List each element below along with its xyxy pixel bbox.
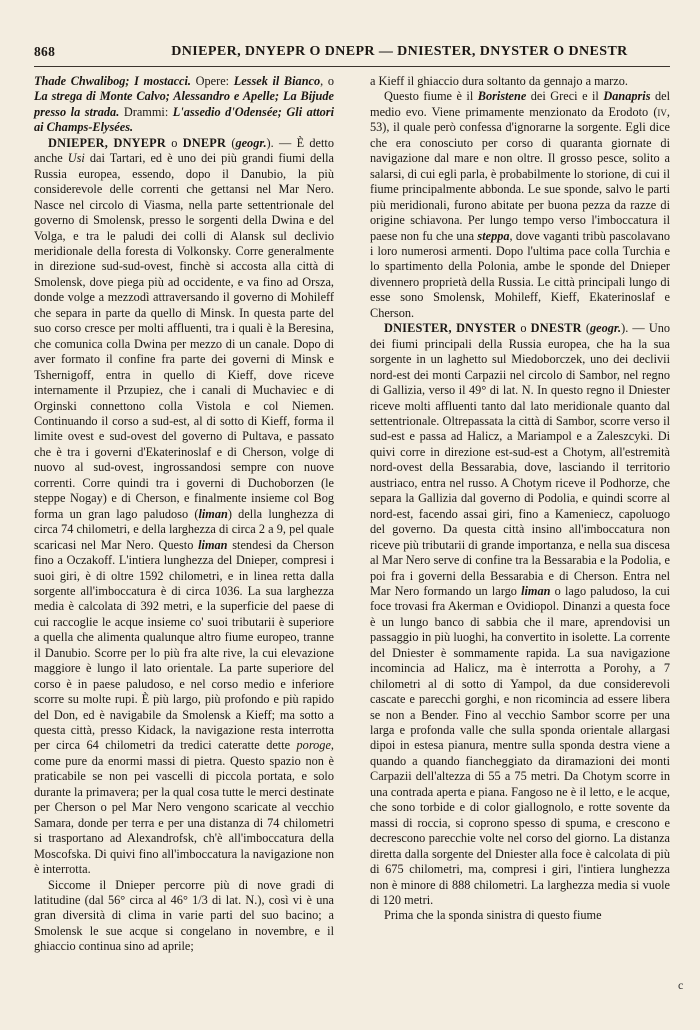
page-header	[34, 44, 670, 67]
running-head: DNIEPER, DNYEPR O DNEPR — DNIESTER, DNYSTER O DNESTR	[171, 44, 628, 59]
paragraph-climate: Siccome il Dnieper percorre più di nove gradi di latitudine (dal 56° circa al 46° 1/3 di lat. N.), così vi è una gran diversità di clima in varie parti del suo bacino; a Smolensk le sue acque si congelano in novembre, e il ghiaccio continua sino ad aprile;	[34, 877, 334, 954]
continuation-paragraph: a Kieff il ghiaccio dura soltanto da gennajo a marzo.	[370, 74, 628, 88]
right-column	[370, 74, 670, 924]
continuation-paragraph: Thade Chwalibog; I mostacci. Opere: Lessek il Bianco, o La strega di Monte Calvo; Alessandro e Apelle; La Bijude presso la strada. Drammi: L'assedio d'Odensée; Gli attori ai Champs-Elysées.	[34, 74, 335, 135]
entry-heading: DNIEPER, DNYEPR	[48, 135, 166, 150]
entry-dniester: DNIESTER, DNYSTER o DNESTR (geogr.). — Uno dei fiumi principali della Russia europea, che ha la sua sorgente in un laghetto sul Miedoborczek, uno dei declivii nord-est dei monti Carpazii nel circolo di Sambor, nel regno di Gallizia, verso il 49° di lat. N. In questo regno il Dniester riceve molti affluenti tanto dal lato meridionale quanto dal settentrionale. Oltrepassata la città di Sambor, scorre verso il sud-est e passa ad Halicz, a Mariampol e a Zaleszcyki. Di quivi corre in direzione est-sud-est a Chotym, all'estremità nord-ovest della Bessarabia, dove, lasciando il territorio austriaco, entra nel russo. A Chotym riceve il Podhorze, che separa la Gallizia dal governo di Podolia, e quindi scorre al nord-est, facendo assai giri, fino a Kameniecz, capoluogo del governo. Da questa città insino all'imboccatura non riceve più tributarii di grande importanza, e nella sua discesa al Mar Nero serve di confine tra la Bessarabia e la Podolia, e poi fra i governi della Bessarabia e di Cherson. Entra nel Mar Nero formando un largo liman o lago paludoso, la cui foce trovasi fra Akerman e Ovidiopol. Dinanzi a questa foce è un lungo banco di sabbia che il mare, aprendovisi un passaggio in più luoghi, ha convertito in isolette. La corrente del Dniester è sommamente rapida. La sua navigazione incomincia ad Halicz, ma è interrotta a Porohy, a 7 chilometri al di sotto di Yampol, da due considerevoli cascate e parecchi gorghi, e non ricomincia ad essere libera se non a Bender. Fino al vecchio Sambor scorre per una larga e profonda valle che sulla sponda orientale allargasi dipoi in estesa pianura, mentre sulla sponda destra viene a quando a quando fiancheggiato da diramazioni dei monti Carpazii dell'altezza di 55 a 75 metri. Da Chotym scorre in una contrada aperta e piana. Fangoso ne è il letto, e le acque, che sono torbide e di color giallognolo, e rotte sovente da massi di roccia, si coprono spesso di spuma, e crescono e decrescono parecchie volte nel corso del giorno. La distanza diretta dalla sorgente del Dniester alla foce è calcolata di più di 675 chilometri, ma, compresi i giri, l'intiera lunghezza non è minore di 888 chilometri. La larghezza media si vuole di 120 metri.	[370, 321, 671, 908]
paragraph-history: Questo fiume è il Boristene dei Greci e il Danapris del medio evo. Viene primamente menzionato da Erodoto (iv, 53), il quale però confessa d'ignorarne la sorgente. Egli dice che era conosciuto per corso di quaranta giornate di navigazione dal mare e non oltre. Il grosso pesce, solito a salarsi, di cui egli parla, è probabilmente lo storione, di cui il fiume principalmente abbonda. Le sue sponde, salvo le parti più meridionali, furono abitate per buona pezza da razze di origine schiavona. Per lungo tempo verso l'imboccatura il paese non fu che una steppa, dove vaganti tribù pascolavano i loro numerosi armenti. Dopo l'ultima pace colla Turchia e lo spartimento della Polonia, ambe le sponde del Dnieper divennero proprietà della Russia. Le città principali lungo di esse sono Smolensk, Mohileff, Kieff, Ekaterinoslaf e Cherson.	[370, 89, 671, 320]
entry-heading: DNIESTER, DNYSTER	[384, 321, 517, 336]
entry-dnieper: DNIEPER, DNYEPR o DNEPR (geogr.). — È detto anche Usi dai Tartari, ed è uno dei più grandi fiumi della Russia europea, essendo, dopo il Danubio, la più considerevole delle correnti che gettansi nel Mar Nero. Nasce nel circolo di Viasma, nella parte settentrionale del governo di Smolensk, presso le sorgenti della Dwina e del Volga, e tra le paludi dei colli di Alansk sul declivio meridionale della foresta di Volkonsky. Corre generalmente in direzione sud-sud-ovest, finchè si accosta alla città di Smolensk, dove piega più ad occidente, e va fino ad Orsza, donde volge a mezzodì attraversando il governo di Mohileff che separa in parte da quello di Minsk. In questa parte del suo corso cresce per molti affluenti, tra i quali è la Beresina, che comunica colla Dwina per mezzo di un canale. Dopo di aver formato il confine fra parte dei governi di Minsk e Tshernigoff, entra in quello di Kieff, dove riceve internamente il Przupiez, che i canali di Muchaviec e di Orginski connettono colla Vistola e col Niemen. Continuando il corso a sud-est, al di sotto di Kieff, forma il limite ovest e sud-ovest del governo di Pultava, e passato che è tra i governi d'Ekaterinoslaf e di Cherson, volge di nuovo al sud-ovest, ingrossandosi sempre con nuove correnti. Corre quindi tra i governi di Duchoborzen (le steppe Nogay) e di Cherson, e finalmente insieme col Bog forma un gran lago paludoso (liman) della lunghezza di circa 74 chilometri, e della larghezza di circa 2 a 9, pel quale scaricasi nel Mar Nero. Questo liman stendesi da Cherson fino a Oczakoff. L'intiera lunghezza del Dnieper, compresi i suoi giri, è di oltre 1592 chilometri, e in linea retta dalla sorgente all'imboccatura è di circa 1036. La sua larghezza media è calcolata di 392 metri, e la superficie del paese di cui raccoglie le acque insieme co' suoi tributarii è superiore a quella che alimenta qualunque altro fiume europeo, tranne il Danubio. Scorre per lo più fra alte rive, la cui elevazione maggiore è lungo il lato orientale. La parte superiore del corso è in paese paludoso, e nel corso medio e inferiore scorre su molte rupi. È più largo, più profondo e più rapido del Don, ed è navigabile da Smolensk a Kieff; ma sotto a questa città, presso Kidack, la navigazione resta interrotta per circa 64 chilometri da tredici cateratte dette poroge, come pure da enormi massi di pietra. Questo spazio non è praticabile se non pei vascelli di piccola portata, e solo durante la primavera; per la qual cosa tutte le merci destinate per Cherson o pel Mar Nero vengono scaricate al vecchio Samara, donde per terra e per una distanza di 74 chilometri si trasportano ad Alexandrofsk, ch'è all'imboccatura della Moscofska. Di quivi fino all'imboccatura la navigazione non è interrotta.	[34, 135, 334, 877]
margin-mark: c	[678, 978, 684, 992]
paragraph-final: Prima che la sponda sinistra di questo fiume	[384, 908, 602, 923]
page-number: 868	[34, 44, 56, 59]
left-column	[34, 74, 334, 955]
